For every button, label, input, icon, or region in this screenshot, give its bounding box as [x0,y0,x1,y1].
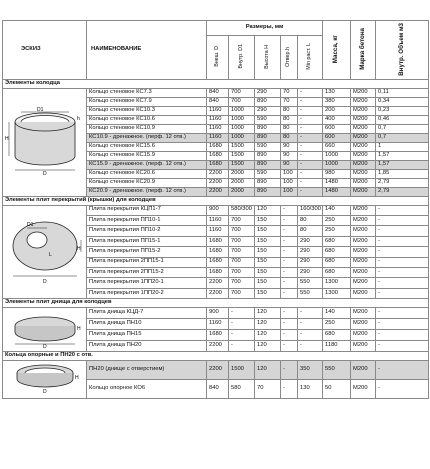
cell-grade: М200 [351,361,376,380]
cell-min-distance: 550 [298,288,323,298]
cell-inner-d1: 1500 [229,361,255,380]
cell-outer-d: 1680 [207,236,229,246]
cell-min-distance: 290 [298,257,323,267]
cell-height: 890 [255,178,281,187]
cell-outer-d: 900 [207,308,229,319]
section-row [3,352,429,361]
cell-mass: 380 [323,97,351,106]
cell-hole: 80 [281,106,298,115]
cell-name: Плита перекрытия 1ПП20-1 [87,278,207,288]
cell-mass: 660 [323,142,351,151]
cell-inner-d1: 700 [229,88,255,97]
cell-mass: 600 [323,133,351,142]
section-title: Элементы плит перекрытий (крышки) для колодцев [3,196,429,205]
svg-text:H: H [77,326,81,333]
cell-volume: 0,23 [376,106,429,115]
cell-name: Плита перекрытия ПП15-2 [87,247,207,257]
cell-inner-d1: 700 [229,268,255,278]
cell-volume: 2,79 [376,187,429,196]
cell-volume: - [376,361,429,380]
cell-outer-d: 840 [207,97,229,106]
cell-name: Плита днища ПН20 [87,341,207,352]
cell-height: 120 [255,308,281,319]
cell-outer-d: 1160 [207,133,229,142]
cell-grade: М200 [351,330,376,341]
sketch-cell [3,88,87,196]
cell-volume: - [376,330,429,341]
table-header-row-1 [3,21,429,36]
section-title: Элементы колодца [3,79,429,88]
cell-mass: 680 [323,330,351,341]
cell-height: 120 [255,205,281,215]
cell-grade: М200 [351,169,376,178]
cell-min-distance: 80 [298,226,323,236]
cell-grade: М200 [351,319,376,330]
cell-outer-d: 1160 [207,319,229,330]
cell-grade: М200 [351,278,376,288]
cell-volume: 1,57 [376,160,429,169]
cell-height: 890 [255,187,281,196]
cell-volume: 1 [376,142,429,151]
cell-min-distance: - [298,341,323,352]
table-row [3,361,429,380]
cell-height: 120 [255,361,281,380]
cell-height: 290 [255,106,281,115]
cell-inner-d1: 700 [229,288,255,298]
svg-text:H: H [5,135,9,142]
cell-outer-d: 2200 [207,178,229,187]
cell-height: 120 [255,330,281,341]
cell-inner-d1: 580 [229,380,255,399]
cell-name: Плита днища КЦД-7 [87,308,207,319]
svg-text:D1: D1 [27,221,34,228]
section-title: Кольца опорные и ПН20 с отв. [3,352,429,361]
cell-volume: 1,85 [376,169,429,178]
cell-name: Плита перекрытия ПП10-2 [87,226,207,236]
cell-outer-d: 1680 [207,268,229,278]
svg-text:H: H [75,375,79,382]
header-mass: Масса, кг [323,21,351,80]
svg-text:L: L [49,251,52,258]
cell-outer-d: 1160 [207,106,229,115]
cell-mass: 680 [323,247,351,257]
cell-name: Кольцо стеновое КС20.6 [87,169,207,178]
cell-hole: - [281,236,298,246]
cell-min-distance: 160/300 [298,205,323,215]
cell-min-distance: 290 [298,268,323,278]
cell-grade: М200 [351,160,376,169]
cell-volume: - [376,257,429,267]
cell-mass: 250 [323,319,351,330]
svg-text:D: D [43,278,47,285]
cell-mass: 1300 [323,288,351,298]
cell-volume: - [376,215,429,225]
cell-grade: М200 [351,142,376,151]
header-grade: Марка бетона [351,21,376,80]
cell-volume: 1,57 [376,151,429,160]
cell-name: Кольцо стеновое КС7.3 [87,88,207,97]
cell-name: Плита днища ПН10 [87,319,207,330]
cell-height: 890 [255,160,281,169]
cell-outer-d: 1160 [207,226,229,236]
cell-outer-d: 1160 [207,124,229,133]
cell-grade: М200 [351,205,376,215]
cell-inner-d1: 700 [229,247,255,257]
svg-text:D1: D1 [37,106,44,113]
cell-hole: 100 [281,178,298,187]
well-elements-table [2,20,429,399]
cell-min-distance: - [298,178,323,187]
cell-volume: - [376,308,429,319]
cell-mass: 1480 [323,178,351,187]
cell-min-distance: 290 [298,236,323,246]
cell-height: 890 [255,133,281,142]
cell-inner-d1: 580/300 [229,205,255,215]
cell-inner-d1: 700 [229,97,255,106]
cell-volume: 2,79 [376,178,429,187]
header-sketch: ЭСКИЗ [3,21,87,80]
cell-min-distance: - [298,308,323,319]
cell-min-distance: - [298,160,323,169]
header-name: НАИМЕНОВАНИЕ [87,21,207,80]
cell-height: 590 [255,142,281,151]
cell-hole: - [281,361,298,380]
cell-hole: - [281,215,298,225]
svg-text:h: h [77,115,80,122]
cell-grade: М200 [351,187,376,196]
svg-text:D: D [43,344,47,349]
cell-mass: 140 [323,205,351,215]
table-row [3,88,429,97]
cell-height: 120 [255,319,281,330]
cell-height: 150 [255,236,281,246]
cell-hole: - [281,308,298,319]
cell-mass: 140 [323,308,351,319]
cell-grade: М200 [351,226,376,236]
cell-min-distance: 550 [298,278,323,288]
cell-inner-d1: 1500 [229,142,255,151]
cell-hole: - [281,247,298,257]
cell-grade: М200 [351,115,376,124]
cell-outer-d: 1680 [207,247,229,257]
cell-min-distance: - [298,115,323,124]
cell-hole: 80 [281,124,298,133]
cell-name: Кольцо стеновое КС10.3 [87,106,207,115]
cell-name: Кольцо стеновое КС10.6 [87,115,207,124]
cell-hole: 90 [281,151,298,160]
cell-grade: М200 [351,88,376,97]
cell-outer-d: 1680 [207,151,229,160]
cell-min-distance: - [298,106,323,115]
cell-hole: 100 [281,169,298,178]
cell-mass: 600 [323,124,351,133]
header-min-distance: Min раст. L [298,35,323,79]
cell-hole: - [281,226,298,236]
cell-mass: 680 [323,257,351,267]
cell-inner-d1: 700 [229,278,255,288]
cell-min-distance: - [298,124,323,133]
cell-height: 150 [255,288,281,298]
cell-name: КС15.9 - дренажное. (перф. 12 отв.) [87,160,207,169]
cell-volume: - [376,319,429,330]
cell-mass: 680 [323,268,351,278]
header-volume: Внутр. Объем м3 [376,21,429,80]
cell-name: Кольцо стеновое КС20.9 [87,178,207,187]
cell-outer-d: 1680 [207,257,229,267]
cell-inner-d1: 2000 [229,169,255,178]
cell-name: Кольцо опорное КО6 [87,380,207,399]
cell-hole: - [281,288,298,298]
cell-height: 150 [255,247,281,257]
cell-mass: 680 [323,236,351,246]
header-sizes: Размеры, мм [207,21,323,36]
cell-height: 150 [255,226,281,236]
cell-volume: - [376,288,429,298]
slab-sketch [5,206,85,296]
cell-inner-d1: 700 [229,236,255,246]
cell-outer-d: 1160 [207,115,229,124]
cell-inner-d1: - [229,308,255,319]
cell-name: Кольцо стеновое КС7.9 [87,97,207,106]
section-row [3,299,429,308]
cell-outer-d: 900 [207,205,229,215]
cell-outer-d: 840 [207,88,229,97]
cell-height: 150 [255,268,281,278]
cell-inner-d1: 1000 [229,124,255,133]
table-row [3,205,429,215]
header-outer-d: Внеш. D [207,35,229,79]
cell-hole: 70 [281,97,298,106]
cell-grade: М200 [351,268,376,278]
cell-name: Кольцо стеновое КС15.9 [87,151,207,160]
svg-text:D: D [43,389,47,396]
ring-sketch [5,106,85,176]
cell-height: 890 [255,151,281,160]
cell-height: 150 [255,278,281,288]
cell-volume: 0,11 [376,88,429,97]
cell-grade: М200 [351,236,376,246]
cell-name: КС20.9 - дренажное. (перф. 12 отв.) [87,187,207,196]
section-row [3,196,429,205]
cell-inner-d1: 700 [229,226,255,236]
cell-grade: М200 [351,97,376,106]
cell-hole: 70 [281,88,298,97]
cell-name: Плита перекрытия КЦП1-7 [87,205,207,215]
cell-mass: 980 [323,169,351,178]
cell-inner-d1: 1000 [229,106,255,115]
cell-name: Плита перекрытия 2ПП15-1 [87,257,207,267]
cell-grade: М200 [351,380,376,399]
cell-outer-d: 1680 [207,160,229,169]
cell-name: Плита перекрытия 1ПП20-2 [87,288,207,298]
cell-min-distance: - [298,187,323,196]
sketch-cell [3,308,87,352]
header-height: Высота H [255,35,281,79]
cell-name: Кольцо стеновое КС15.6 [87,142,207,151]
cell-name: Плита днища ПН15 [87,330,207,341]
cell-min-distance: - [298,319,323,330]
cell-volume: 0,7 [376,133,429,142]
cell-hole: - [281,268,298,278]
cell-height: 590 [255,169,281,178]
cell-volume: 0,7 [376,124,429,133]
cell-hole: - [281,341,298,352]
header-hole: Отвер.h [281,35,298,79]
cell-height: 290 [255,88,281,97]
section-row [3,79,429,88]
cell-name: Плита перекрытия ПП10-1 [87,215,207,225]
cell-outer-d: 2200 [207,187,229,196]
cell-name: КС10.9 - дренажное. (перф. 12 отв.) [87,133,207,142]
sketch-cell [3,361,87,399]
cell-mass: 400 [323,115,351,124]
cell-mass: 250 [323,215,351,225]
cell-outer-d: 1680 [207,142,229,151]
cell-inner-d1: - [229,341,255,352]
cell-outer-d: 1160 [207,215,229,225]
cell-hole: - [281,319,298,330]
cell-inner-d1: 2000 [229,178,255,187]
cell-min-distance: - [298,142,323,151]
cell-volume: - [376,341,429,352]
cell-grade: М200 [351,341,376,352]
cell-volume: - [376,380,429,399]
cell-volume: - [376,247,429,257]
cell-grade: М200 [351,308,376,319]
cell-grade: М200 [351,215,376,225]
cell-min-distance: - [298,97,323,106]
cell-hole: 100 [281,187,298,196]
cell-grade: М200 [351,247,376,257]
cell-grade: М200 [351,178,376,187]
cell-name: ПН20 (днище с отверстием) [87,361,207,380]
cell-volume: - [376,226,429,236]
cell-mass: 1480 [323,187,351,196]
cell-outer-d: 1680 [207,330,229,341]
cell-inner-d1: - [229,330,255,341]
table-row [3,308,429,319]
cell-min-distance: 350 [298,361,323,380]
cell-volume: - [376,236,429,246]
cell-mass: 50 [323,380,351,399]
cell-inner-d1: 1000 [229,133,255,142]
cell-name: Кольцо стеновое КС10.9 [87,124,207,133]
cell-volume: - [376,278,429,288]
cell-mass: 1180 [323,341,351,352]
cell-volume: - [376,268,429,278]
cell-grade: М200 [351,133,376,142]
section-title: Элементы плит днища для колодцев [3,299,429,308]
cell-inner-d1: 700 [229,257,255,267]
cell-grade: М200 [351,257,376,267]
cell-inner-d1: 1000 [229,115,255,124]
cell-inner-d1: 2000 [229,187,255,196]
cell-min-distance: - [298,88,323,97]
cell-min-distance: - [298,330,323,341]
cell-hole: - [281,380,298,399]
cell-hole: 90 [281,160,298,169]
cell-outer-d: 840 [207,380,229,399]
cell-min-distance: - [298,169,323,178]
sketch-cell [3,205,87,299]
cell-height: 590 [255,115,281,124]
cell-inner-d1: 700 [229,215,255,225]
cell-min-distance: 130 [298,380,323,399]
cell-outer-d: 2200 [207,288,229,298]
bottom-slab-sketch [5,308,85,348]
support-ring-sketch [5,361,85,395]
cell-grade: М200 [351,288,376,298]
cell-hole: 90 [281,142,298,151]
cell-hole: - [281,330,298,341]
cell-height: 890 [255,124,281,133]
cell-name: Плита перекрытия ПП15-1 [87,236,207,246]
cell-grade: М200 [351,106,376,115]
cell-outer-d: 2200 [207,361,229,380]
cell-min-distance: 80 [298,215,323,225]
cell-grade: М200 [351,151,376,160]
cell-inner-d1: 1500 [229,151,255,160]
cell-outer-d: 2200 [207,278,229,288]
cell-mass: 200 [323,106,351,115]
cell-height: 890 [255,97,281,106]
cell-height: 120 [255,341,281,352]
cell-inner-d1: - [229,319,255,330]
cell-height: 150 [255,257,281,267]
cell-volume: - [376,205,429,215]
cell-hole: 80 [281,133,298,142]
cell-min-distance: - [298,133,323,142]
cell-name: Плита перекрытия 2ПП15-2 [87,268,207,278]
cell-inner-d1: 1500 [229,160,255,169]
cell-min-distance: - [298,151,323,160]
cell-outer-d: 2200 [207,169,229,178]
cell-height: 150 [255,215,281,225]
cell-hole: - [281,278,298,288]
svg-text:D: D [43,170,47,176]
cell-mass: 550 [323,361,351,380]
cell-height: 70 [255,380,281,399]
cell-mass: 250 [323,226,351,236]
cell-mass: 1000 [323,160,351,169]
cell-hole: - [281,205,298,215]
cell-min-distance: 290 [298,247,323,257]
cell-mass: 130 [323,88,351,97]
cell-mass: 1000 [323,151,351,160]
cell-volume: 0,34 [376,97,429,106]
svg-text:H: H [77,245,81,252]
cell-outer-d: 2200 [207,341,229,352]
cell-grade: М200 [351,124,376,133]
cell-volume: 0,46 [376,115,429,124]
cell-mass: 1300 [323,278,351,288]
cell-hole: - [281,257,298,267]
cell-hole: 80 [281,115,298,124]
header-inner-d1: Внутр. D1 [229,35,255,79]
